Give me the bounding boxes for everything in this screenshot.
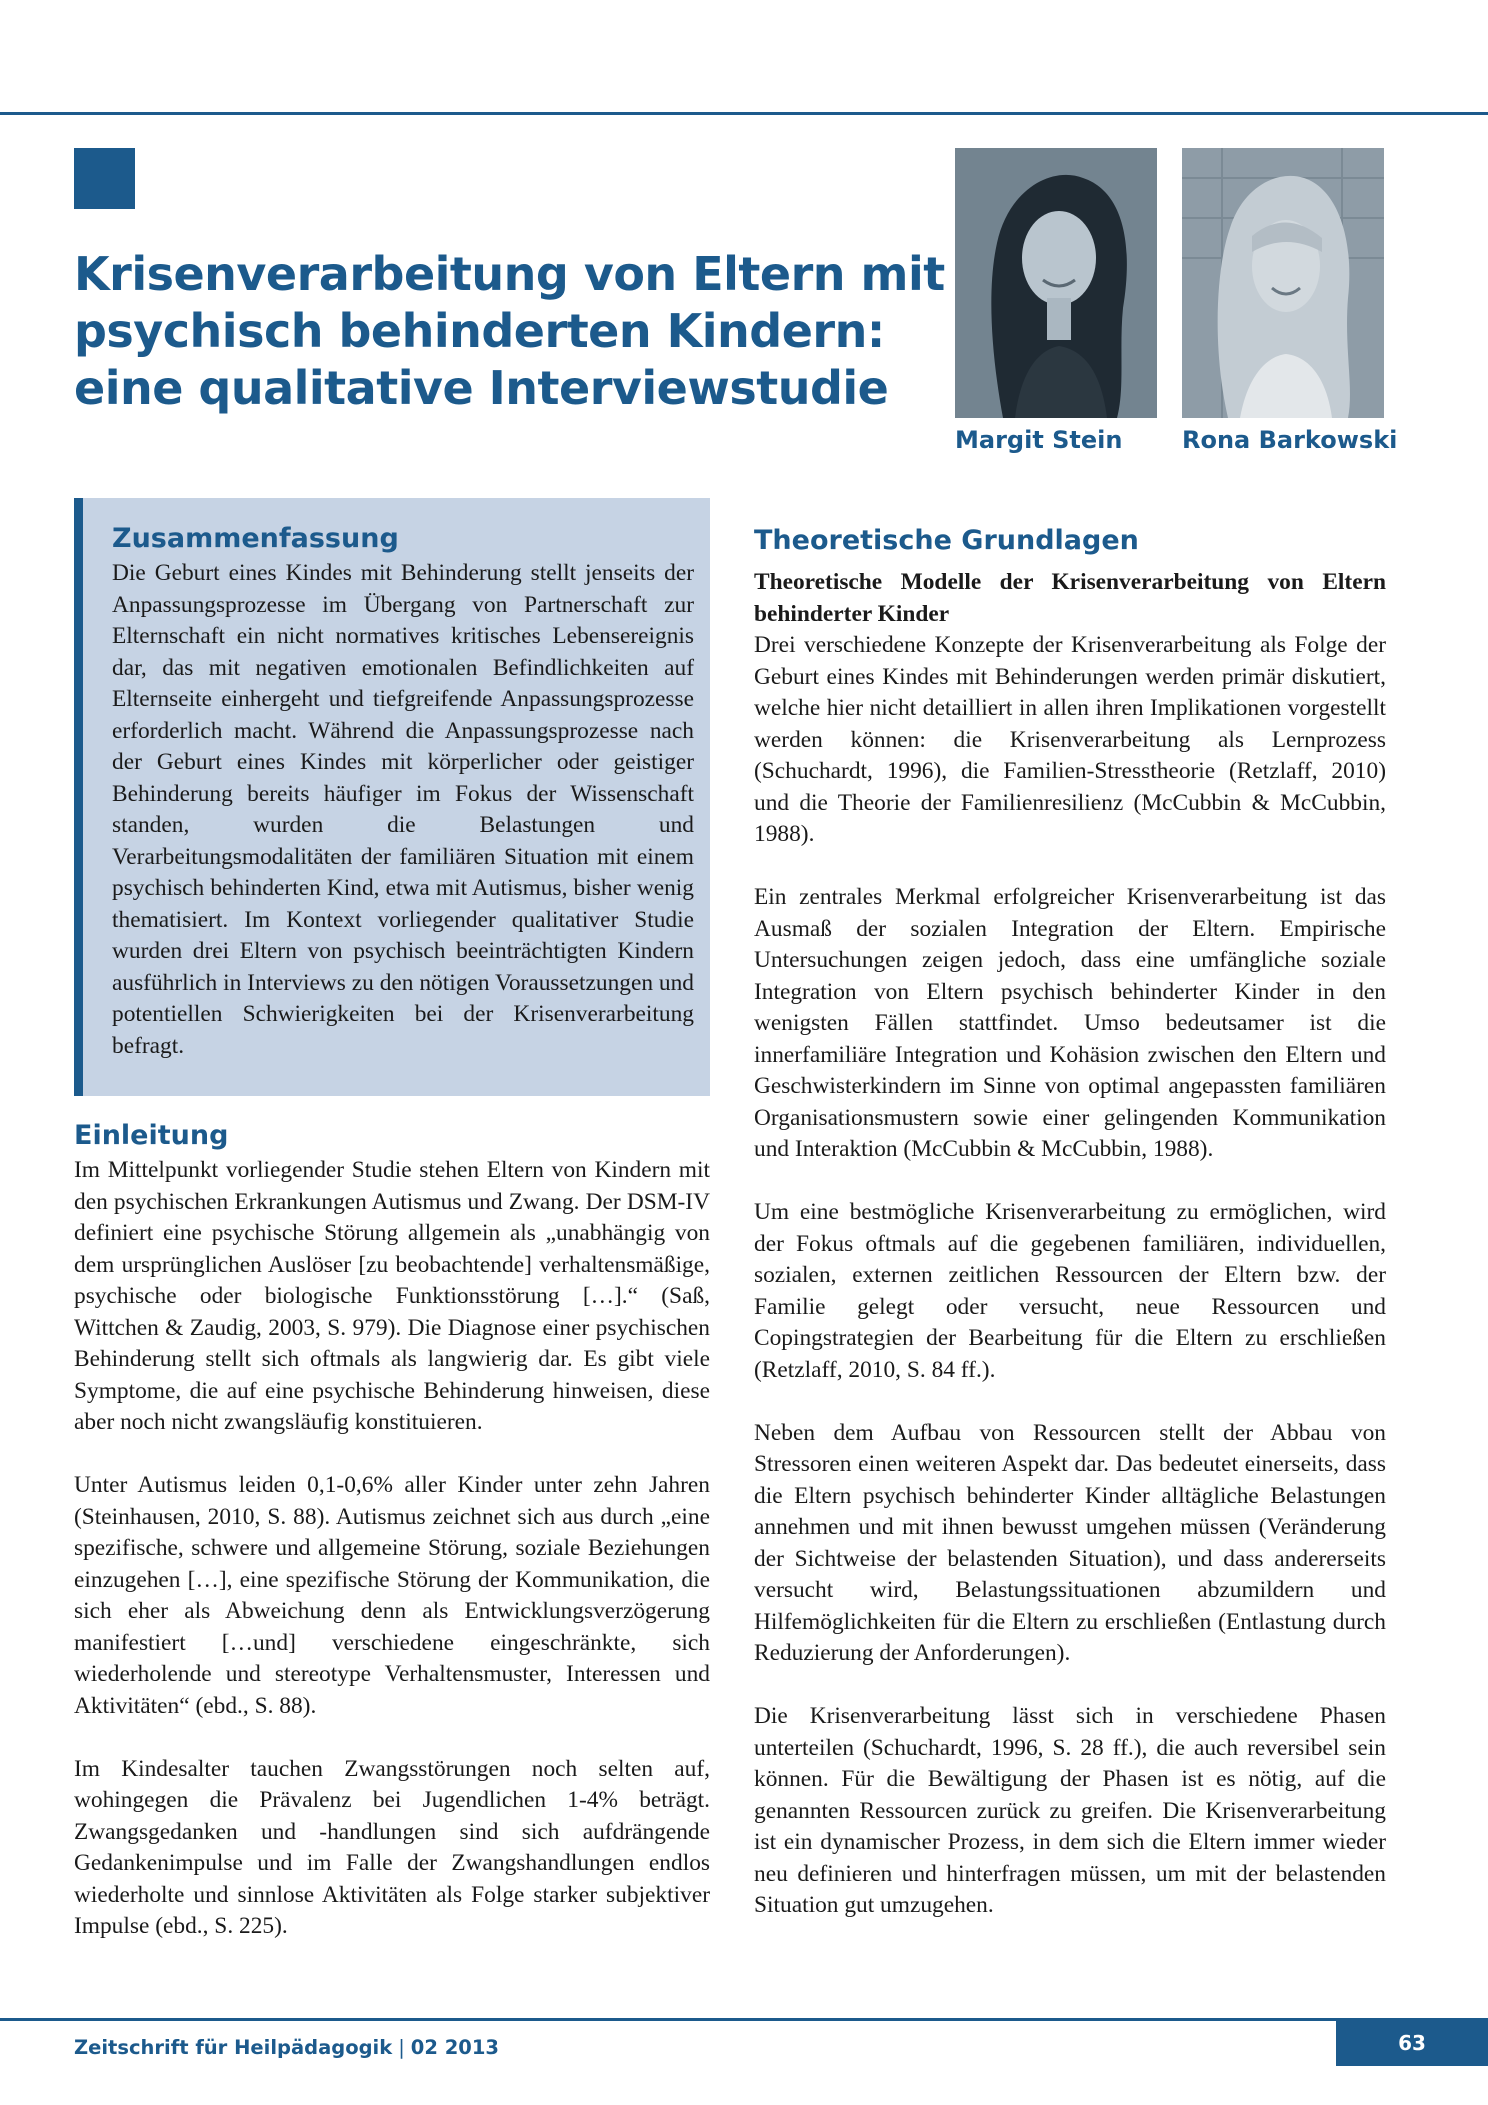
abstract-box <box>74 498 710 1096</box>
paragraph: Um eine bestmögliche Krisenverarbeitung zu ermöglichen, wird der Fokus oftmals auf die gegebenen familiären, individuellen, sozialen, externen zeitlichen Ressourcen der Eltern bzw. der Familie gelegt oder versucht, neue Ressourcen und Copingstrategien der Bearbeitung für die Eltern zu erschließen (Retzlaff, 2010, S. 84 ff.). <box>754 1199 1386 1383</box>
theory-heading: Theoretische Grundlagen <box>754 525 1139 556</box>
left-column <box>74 1119 710 1943</box>
author-photo-margit-stein <box>955 148 1157 418</box>
introduction-heading: Einleitung <box>74 1120 229 1151</box>
page-number: 63 <box>1336 2021 1488 2066</box>
theory-subheading: Theoretische Modelle der Krisenverarbeitung von Eltern behinderter Kinder <box>754 569 1386 627</box>
right-column <box>754 524 1386 1922</box>
abstract-text: Die Geburt eines Kindes mit Behinderung stellt jenseits der Anpassungsprozesse im Übergang von Partnerschaft zur Elternschaft ein nicht normatives kritisches Lebensereignis dar, das mit negativen emotionalen Befindlichkeiten auf Elternseite einhergeht und tiefgreifende Anpassungsprozesse erforderlich macht. Während die Anpassungsprozesse nach der Geburt eines Kindes mit körperlicher oder geistiger Behinderung bereits häufiger im Fokus der Wissenschaft standen, wurden die Belastungen und Verarbeitungsmodalitäten der familiären Situation mit einem psychisch behinderten Kind, etwa mit Autismus, bisher wenig thematisiert. Im Kontext vorliegender qualitativer Studie wurden drei Eltern von psychisch beeinträchtigten Kindern ausführlich in Interviews zu den nötigen Voraussetzungen und potentiellen Schwierigkeiten bei der Krisenverarbeitung befragt. <box>112 560 694 1059</box>
footer-journal <box>74 2036 499 2059</box>
author-name: Rona Barkowski <box>1182 426 1398 454</box>
abstract-heading: Zusammenfassung <box>112 523 399 554</box>
bottom-rule <box>0 2018 1488 2021</box>
title-line: Krisenverarbeitung von Eltern mit <box>74 247 945 301</box>
title-line: psychisch behinderten Kindern: <box>74 304 885 358</box>
paragraph: Neben dem Aufbau von Ressourcen stellt der Abbau von Stressoren einen weiteren Aspekt dar. Das bedeutet einerseits, dass die Eltern psychisch behinderter Kinder alltägliche Belastungen annehmen und mit ihnen bewusst umgehen müssen (Veränderung der Sichtweise der belastenden Situation), und dass andererseits versucht wird, Belastungssituationen abzumildern und Hilfemöglichkeiten für die Eltern zu erschließen (Entlastung durch Reduzierung der Anforderungen). <box>754 1419 1386 1666</box>
journal-name: Zeitschrift für Heilpädagogik <box>74 2036 393 2059</box>
paragraph: Im Kindesalter tauchen Zwangsstörungen noch selten auf, wohingegen die Prävalenz bei Jugendlichen 1-4% beträgt. Zwangsgedanken und -handlungen sind sich aufdrängende Gedankenimpulse und im Falle der Zwangshandlungen endlos wiederholte und sinnlose Aktivitäten als Folge starker subjektiver Impulse (ebd., S. 225). <box>74 1755 710 1939</box>
accent-square <box>74 148 135 209</box>
paragraph: Ein zentrales Merkmal erfolgreicher Krisenverarbeitung ist das Ausmaß der sozialen Integration der Eltern. Empirische Untersuchungen zeigen jedoch, dass eine umfängliche soziale Integration von Eltern psychisch behinderter Kinder in den wenigsten Fällen stattfindet. Umso bedeutsamer ist die innerfamiliäre Integration und Kohäsion zwischen den Eltern und Geschwisterkindern im Sinne von optimal angepassten familiären Organisationsmustern sowie einer gelingenden Kommunikation und Interaktion (McCubbin & McCubbin, 1988). <box>754 884 1386 1162</box>
footer-separator: | <box>398 2036 405 2059</box>
title-line: eine qualitative Interviewstudie <box>74 361 889 415</box>
paragraph: Die Krisenverarbeitung lässt sich in verschiedene Phasen unterteilen (Schuchardt, 1996, S. 28 ff.), die auch reversibel sein können. Für die Bewältigung der Phasen ist es nötig, auf die genannten Ressourcen zurück zu greifen. Die Krisenverarbeitung ist ein dynamischer Prozess, in dem sich die Eltern immer wieder neu definieren und hinterfragen müssen, um mit der belastenden Situation gut umzugehen. <box>754 1703 1386 1918</box>
paragraph: Unter Autismus leiden 0,1-0,6% aller Kinder unter zehn Jahren (Steinhausen, 2010, S. 88). Autismus zeichnet sich aus durch „eine spezifische, schwere und allgemeine Störung, soziale Beziehungen einzugehen […], eine spezifische Störung der Kommunikation, die sich eher als Abweichung denn als Entwicklungsverzögerung manifestiert […und] verschiedene eingeschränkte, sich wiederholende und stereotype Verhaltensmuster, Interessen und Aktivitäten“ (ebd., S. 88). <box>74 1472 710 1719</box>
author-photo-rona-barkowski <box>1182 148 1384 418</box>
issue-number: 02 2013 <box>410 2036 499 2059</box>
author-name: Margit Stein <box>955 426 1123 454</box>
top-rule <box>0 112 1488 115</box>
paragraph: Im Mittelpunkt vorliegender Studie stehen Eltern von Kindern mit den psychischen Erkrankungen Autismus und Zwang. Der DSM-IV definiert eine psychische Störung allgemein als „unabhängig von dem ursprünglichen Auslöser [zu beobachtende] verhaltensmäßige, psychische oder biologische Funktionsstörung […].“ (Saß, Wittchen & Zaudig, 2003, S. 979). Die Diagnose einer psychischen Behinderung stellt sich oftmals als langwierig dar. Es gibt viele Symptome, die auf eine psychische Behinderung hinweisen, diese aber noch nicht zwangsläufig konstituieren. <box>74 1157 710 1435</box>
article-title <box>74 246 954 417</box>
paragraph: Drei verschiedene Konzepte der Krisenverarbeitung als Folge der Geburt eines Kindes mit Behinderungen werden primär diskutiert, welche hier nicht detailliert in allen ihren Implikationen vorgestellt werden können: die Krisenverarbeitung als Lernprozess (Schuchardt, 1996), die Familien-Stresstheorie (Retzlaff, 2010) und die Theorie der Familienresilienz (McCubbin & McCubbin, 1988). <box>754 632 1386 847</box>
